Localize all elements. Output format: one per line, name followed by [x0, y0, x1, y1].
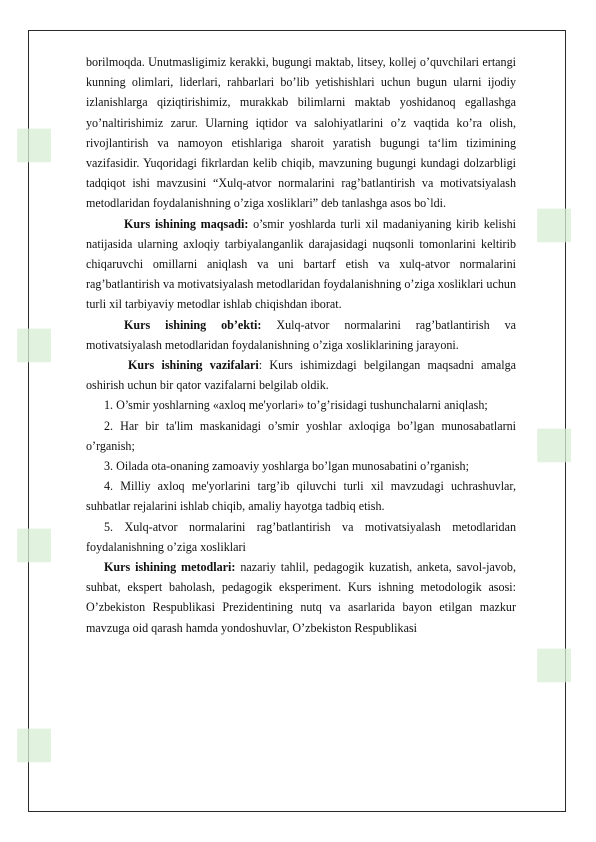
paragraph-intro: borilmoqda. Unutmasligimiz kerakki, bugungi maktab, litsey, kollej o’quvchilari ertangi kunning olimlari, liderlari, rahbarlari bo’lib yetishishlari uchun bugun ularni ijodiy izlanishlarga qiziqtirishimiz, murakkab bilimlarni maktab yoshidanoq egallashga yo’naltirishimiz zarur. Ularning iqtidor va salohiyatlarini o’z vaqtida ko’ra olish, rivojlantirish va namoyon etishlariga sharoit yaratish bugungi ta‘lim tizimining vazifasidir. Yuqoridagi fikrlardan kelib chiqib, mavzuning bugungi kundagi dolzarbligi tadqiqot ishi mavzusini “Xulq-atvor normalarini rag’batlantirish va motivatsiyalash metodlaridan foydalanishning o’ziga xosliklari” deb tanlashga asos bo`ldi. [86, 55, 516, 211]
watermark-mark: ■ [5, 724, 57, 767]
task-item-2: 2. Har bir ta'lim maskanidagi o’smir yoshlar axloqiga bo’lgan munosabatlarni o’rganish; [86, 418, 516, 453]
tasks-text: : Kurs ishimizdagi belgilangan maqsadni amalga oshirish uchun bir qator vazifalarni belgilab oldik. [86, 358, 517, 393]
paragraph-tasks [86, 355, 516, 395]
paragraph-object [86, 315, 516, 355]
watermark-mark: ■ [525, 424, 577, 467]
task-item-4: 4. Milliy axloq me'yorlarini targ’ib qiluvchi turli xil mavzudagi uchrashuvlar, suhbatlar rejalarini ishlab chiqib, amaliy hayotga tadbiq etish. [86, 479, 516, 514]
watermark-mark: ■ [525, 204, 577, 247]
paragraph-goal [86, 214, 516, 315]
task-item-1: 1. O’smir yoshlarning «axloq me'yorlari» to’g’risidagi tushunchalarni aniqlash; [104, 398, 488, 413]
goal-label: Kurs ishining maqsadi: [124, 216, 249, 231]
paragraph-methods [86, 557, 516, 638]
task-item-5: 5. Xulq-atvor normalarini rag’batlantirish va motivatsiyalash metodlaridan foydalanishning o’ziga xosliklari [86, 519, 516, 554]
goal-text: o’smir yoshlarda turli xil madaniyaning kirib kelishi natijasida ularning axloqiy tarbiyalanganlik darajasidagi nuqsonli tomonlarini keltirib chiqaruvchi omillarni aniqlash va uni bartarf etish va xulq-atvor normalarini rag’batlantirish va motivatsiyalash metodlaridan foydalanishning o’ziga xosliklari uchun turli xil tarbiyaviy metodlar ishlab chiqishdan iborat. [86, 216, 516, 312]
body-text [86, 52, 516, 638]
watermark-mark: ■ [5, 524, 57, 567]
watermark-mark: ■ [5, 124, 57, 167]
tasks-label: Kurs ishining vazifalari [128, 358, 259, 373]
task-item-3: 3. Oilada ota-onaning zamoaviy yoshlarga bo’lgan munosabatini o’rganish; [104, 459, 469, 474]
watermark-mark: ■ [5, 324, 57, 367]
methods-label: Kurs ishining metodlari: [104, 560, 236, 575]
watermark-mark: ■ [525, 644, 577, 687]
methods-text: nazariy tahlil, pedagogik kuzatish, anketa, savol-javob, suhbat, ekspert baholash, pedagogik eksperiment. Kurs ishning metodologik asosi: O’zbekiston Respublikasi Prezidentining nutq va asarlarida bayon etilgan mazkur mavzuga oid qarash hamda yondoshuvlar, O’zbekiston Respublikasi [86, 560, 516, 635]
object-label: Kurs ishining ob’ekti: [124, 317, 262, 332]
object-text: Xulq-atvor normalarini rag’batlantirish va motivatsiyalash metodlaridan foydalanishning o’ziga xosliklarining jarayoni. [86, 317, 517, 352]
